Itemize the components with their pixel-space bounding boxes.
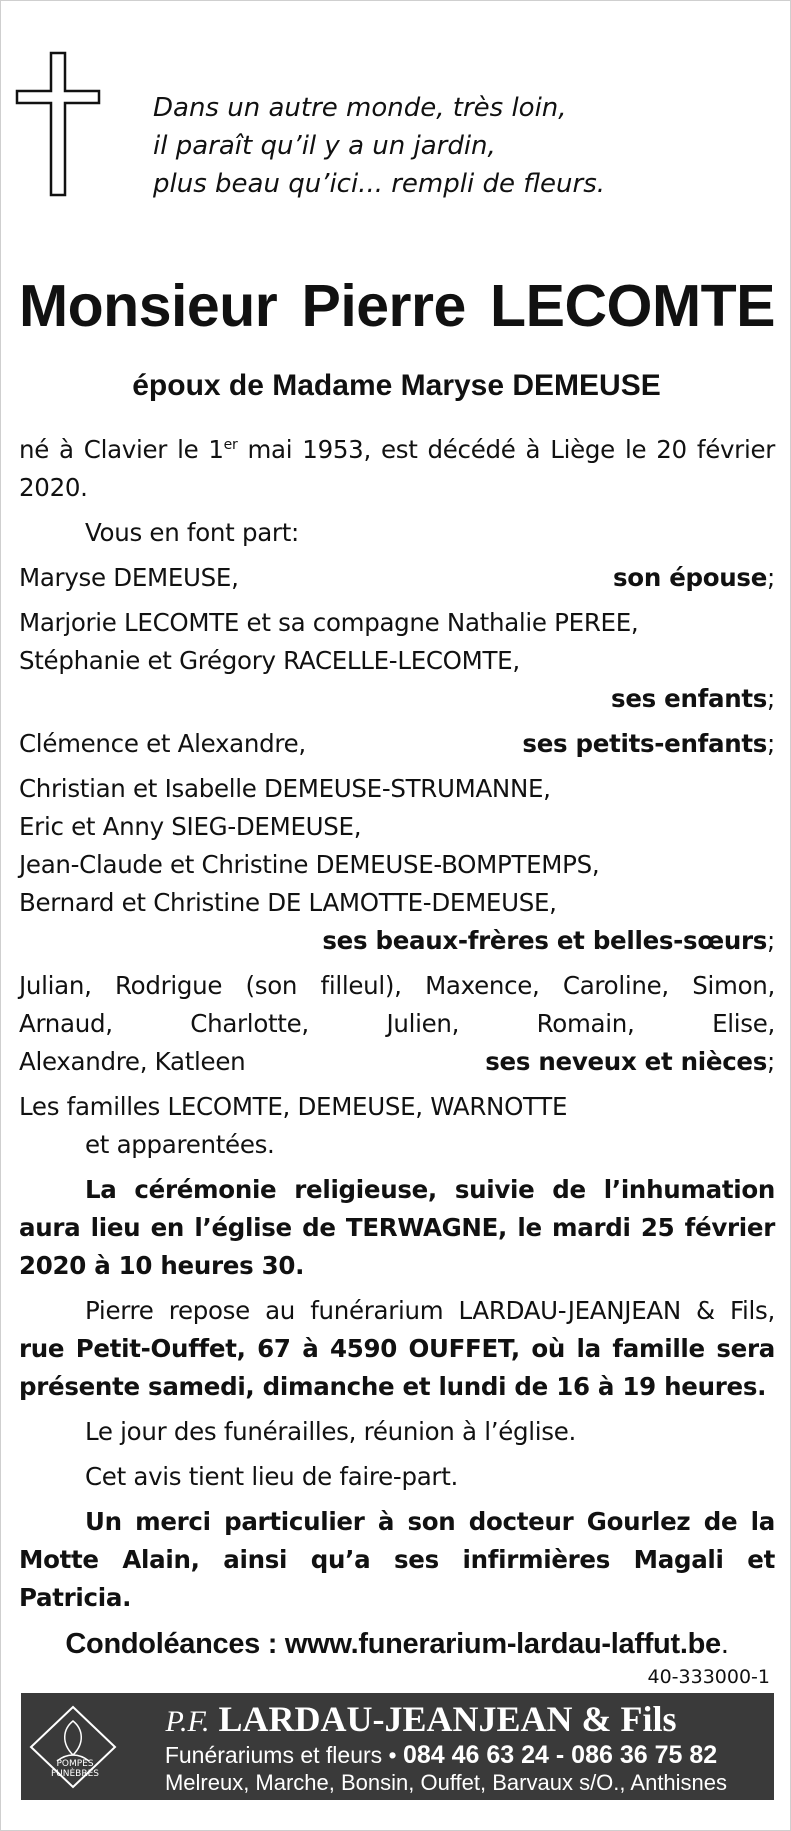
separator: ;: [767, 684, 775, 713]
birth-sup: er: [223, 436, 238, 453]
thanks-text: Un merci particulier à son docteur Gourlez de la Motte Alain, ainsi qu’a ses infirmières Magali et Patricia.: [19, 1507, 775, 1612]
repose-bold: rue Petit-Ouffet, 67 à 4590 OUFFET, où la famille sera présente samedi, dimanche et lundi de 16 à 19 heures.: [19, 1334, 775, 1401]
separator: ;: [767, 729, 775, 758]
family-names: Alexandre, Katleen: [19, 1047, 246, 1076]
family-names: Bernard et Christine DE LAMOTTE-DEMEUSE,: [19, 888, 557, 917]
separator: .: [720, 1628, 729, 1660]
repose-normal: Pierre repose au funérarium LARDAU-JEANJEAN & Fils,: [85, 1296, 775, 1325]
family-entry-inlaws: [19, 922, 775, 960]
cross-icon: [15, 51, 101, 197]
birth-text-rest: mai 1953, est décédé à Liège le 20 février 2020.: [19, 435, 775, 502]
birth-death-line: [19, 431, 775, 507]
funeral-day-text: Le jour des funérailles, réunion à l’église.: [85, 1417, 576, 1446]
reference-number: 40-333000-1: [647, 1666, 770, 1688]
family-names: Stéphanie et Grégory RACELLE-LECOMTE,: [19, 646, 520, 675]
spouse-line: époux de Madame Maryse DEMEUSE: [132, 369, 661, 402]
family-role: son épouse: [613, 563, 768, 592]
family-role: ses enfants: [611, 684, 768, 713]
company-name: LARDAU-JEANJEAN & Fils: [218, 1699, 677, 1739]
separator: ;: [767, 1047, 775, 1076]
family-names: Eric et Anny SIEG-DEMEUSE,: [19, 812, 362, 841]
family-names: Marjorie LECOMTE et sa compagne Nathalie PEREE,: [19, 608, 639, 637]
family-entry-grandchildren: [19, 725, 775, 763]
pf-label: P.F.: [165, 1705, 210, 1738]
logo-caption: POMPES FUNÈBRES: [50, 1759, 99, 1779]
family-role: ses neveux et nièces: [485, 1047, 768, 1076]
services-label: Funérariums et fleurs •: [164, 1742, 397, 1768]
poem-quote: [153, 89, 753, 203]
funeral-home-contact: [141, 1741, 741, 1769]
separator: ;: [767, 926, 775, 955]
quote-line: Dans un autre monde, très loin,: [153, 93, 567, 123]
notice-text: Cet avis tient lieu de faire-part.: [85, 1462, 458, 1491]
family-names: Maryse DEMEUSE,: [19, 563, 239, 592]
family-role: ses petits-enfants: [522, 729, 768, 758]
separator: ;: [767, 563, 775, 592]
quote-line: plus beau qu’ici... rempli de fleurs.: [153, 169, 606, 199]
family-role: ses beaux-frères et belles-sœurs: [322, 926, 768, 955]
condolences-line: [19, 1624, 775, 1664]
condolences-url[interactable]: www.funerarium-lardau-laffut.be: [284, 1628, 721, 1660]
family-entry-children: [19, 680, 775, 718]
deceased-name: Monsieur Pierre LECOMTE: [19, 273, 775, 339]
quote-line: il paraît qu’il y a un jardin,: [153, 131, 496, 161]
condolences-label: Condoléances :: [65, 1628, 278, 1660]
announce-line: Vous en font part:: [85, 518, 299, 547]
ceremony-text: La cérémonie religieuse, suivie de l’inhumation aura lieu en l’église de TERWAGNE, le mardi 25 février 2020 à 10 heures 30.: [19, 1175, 775, 1280]
funeral-home-locations: Melreux, Marche, Bonsin, Ouffet, Barvaux s/O., Anthisnes: [164, 1770, 728, 1795]
phone-numbers: 084 46 63 24 - 086 36 75 82: [402, 1741, 718, 1769]
family-names: Julian, Rodrigue (son filleul), Maxence, Caroline, Simon, Arnaud, Charlotte, Julien, Romain, Elise,: [19, 971, 775, 1038]
family-entry-spouse: [19, 559, 775, 597]
family-names: Jean-Claude et Christine DEMEUSE-BOMPTEMPS,: [19, 850, 600, 879]
announcement-body: [19, 431, 775, 1664]
birth-text: né à Clavier le 1: [19, 435, 224, 464]
family-names: Les familles LECOMTE, DEMEUSE, WARNOTTE: [19, 1092, 568, 1121]
funeral-home-banner: [21, 1693, 774, 1800]
funeral-home-name: [141, 1699, 701, 1742]
family-names: Christian et Isabelle DEMEUSE-STRUMANNE,: [19, 774, 551, 803]
family-entry-nephews: [19, 1043, 775, 1081]
family-names: Clémence et Alexandre,: [19, 729, 306, 758]
family-names: et apparentées.: [85, 1130, 275, 1159]
repose-text: [19, 1292, 775, 1406]
